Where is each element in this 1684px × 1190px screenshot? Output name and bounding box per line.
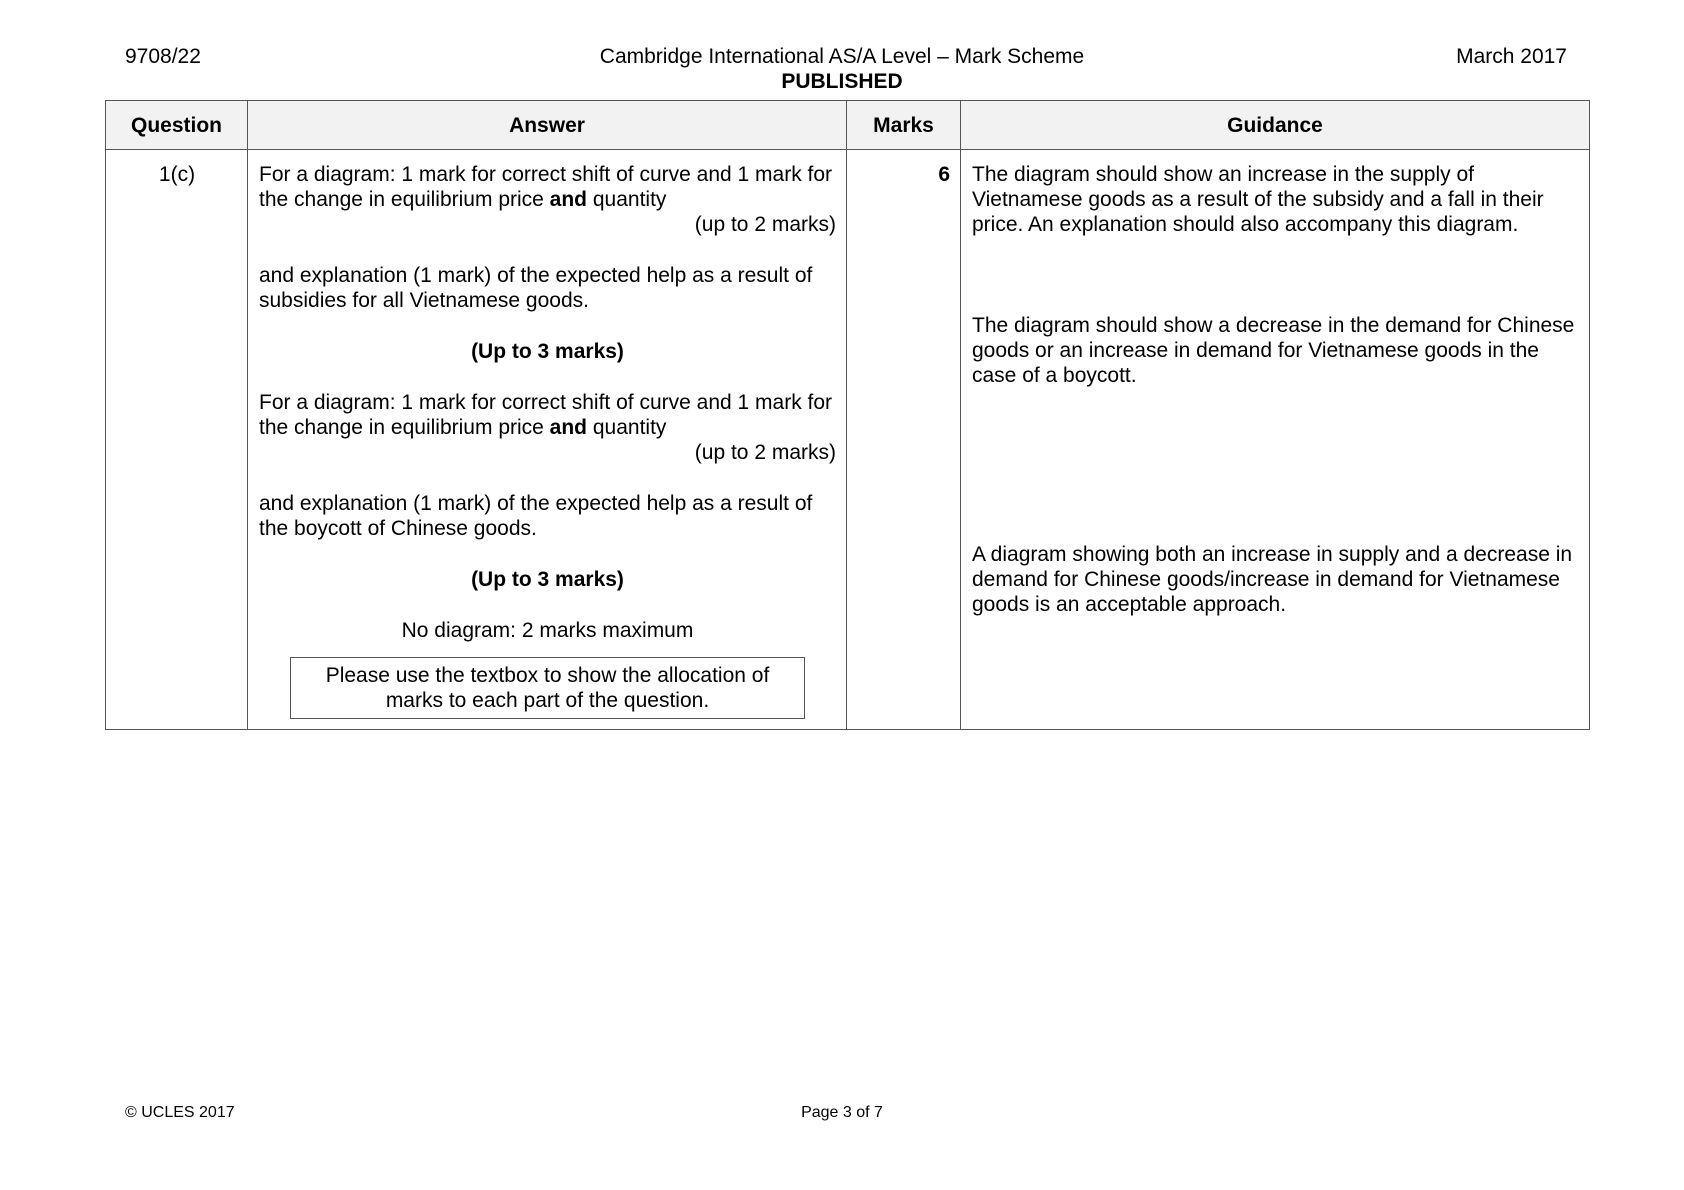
answer-para-1 bbox=[259, 162, 836, 237]
answer-para-4 bbox=[259, 390, 836, 465]
question-number: 1(c) bbox=[106, 150, 248, 730]
table-row bbox=[106, 150, 1590, 730]
paper-code: 9708/22 bbox=[125, 45, 201, 68]
answer-text: quantity bbox=[587, 188, 667, 211]
answer-bold: and bbox=[549, 188, 588, 211]
document-title bbox=[0, 44, 1684, 94]
question-header: Question bbox=[106, 101, 248, 150]
textbox-instruction: Please use the textbox to show the allocation of marks to each part of the question. bbox=[290, 657, 805, 719]
answer-para-2: and explanation (1 mark) of the expected help as a result of subsidies for all Vietnamese goods. bbox=[259, 264, 813, 312]
no-diagram-note: No diagram: 2 marks maximum bbox=[401, 619, 694, 642]
answer-cell bbox=[248, 150, 847, 730]
marks-value: 6 bbox=[847, 150, 961, 730]
mark-scheme-table bbox=[105, 100, 1590, 730]
answer-text: For a diagram: 1 mark for correct shift of curve and 1 mark for the change in equilibrium price bbox=[259, 391, 833, 439]
answer-para-5: and explanation (1 mark) of the expected help as a result of the boycott of Chinese goods. bbox=[259, 492, 813, 540]
guidance-2: The diagram should show a decrease in the demand for Chinese goods or an increase in demand for Vietnamese goods in the case of a boycott. bbox=[972, 314, 1575, 387]
guidance-cell bbox=[961, 150, 1590, 730]
marks-note: (up to 2 marks) bbox=[694, 213, 836, 236]
answer-text: For a diagram: 1 mark for correct shift of curve and 1 mark for the change in equilibrium price bbox=[259, 163, 833, 211]
published-label: PUBLISHED bbox=[781, 70, 903, 93]
subtotal-marks: (Up to 3 marks) bbox=[471, 340, 624, 363]
guidance-header: Guidance bbox=[961, 101, 1590, 150]
header-row bbox=[106, 101, 1590, 150]
answer-text: quantity bbox=[587, 416, 667, 439]
guidance-3: A diagram showing both an increase in supply and a decrease in demand for Chinese goods/increase in demand for Vietnamese goods is an acceptable approach. bbox=[972, 543, 1573, 616]
title-text: Cambridge International AS/A Level – Mark Scheme bbox=[599, 45, 1085, 68]
answer-header: Answer bbox=[248, 101, 847, 150]
copyright: © UCLES 2017 bbox=[125, 1104, 235, 1121]
page-number: Page 3 of 7 bbox=[801, 1104, 883, 1121]
marks-note: (up to 2 marks) bbox=[694, 441, 836, 464]
marks-header: Marks bbox=[847, 101, 961, 150]
answer-bold: and bbox=[549, 416, 588, 439]
exam-date: March 2017 bbox=[1456, 45, 1567, 68]
guidance-1: The diagram should show an increase in the supply of Vietnamese goods as a result of the subsidy and a fall in their price. An explanation should also accompany this diagram. bbox=[972, 163, 1544, 236]
subtotal-marks: (Up to 3 marks) bbox=[471, 568, 624, 591]
